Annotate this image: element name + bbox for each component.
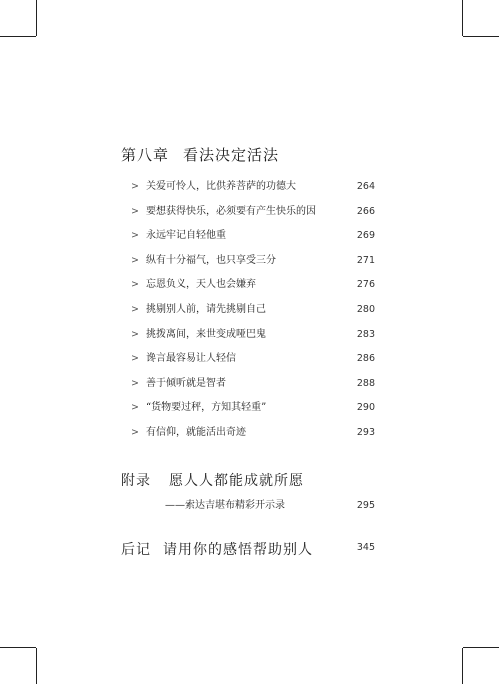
entry-title: 要想获得快乐，必须要有产生快乐的因 <box>146 205 316 217</box>
entry-page: 266 <box>356 205 375 217</box>
arrow-icon: > <box>131 402 139 414</box>
entry-title: 谗言最容易让人轻信 <box>146 353 236 365</box>
entry-page: 283 <box>356 328 375 340</box>
chapter-heading <box>121 144 279 165</box>
crop-mark <box>0 36 36 37</box>
entry-page: 290 <box>356 402 375 414</box>
afterword-entry[interactable] <box>121 539 375 559</box>
toc-entry[interactable] <box>121 303 375 328</box>
arrow-icon: > <box>131 426 139 438</box>
entry-title: “货物要过秤，方知其轻重” <box>146 402 267 414</box>
entry-page: 280 <box>356 303 375 315</box>
entry-title: 关爱可怜人，比供养菩萨的功德大 <box>146 181 296 192</box>
entry-page: 293 <box>356 426 375 438</box>
arrow-icon: > <box>131 181 139 192</box>
entry-page: 271 <box>356 254 375 266</box>
toc-entry[interactable] <box>121 377 375 402</box>
arrow-icon: > <box>131 353 139 365</box>
appendix-entry[interactable] <box>165 499 375 513</box>
entry-page: 288 <box>356 377 375 389</box>
appendix-subtitle: ——索达吉堪布精彩开示录 <box>165 500 285 511</box>
entry-title: 善于倾听就是智者 <box>146 377 226 389</box>
crop-mark <box>36 648 37 684</box>
afterword-page: 345 <box>356 542 375 553</box>
crop-mark <box>463 647 499 648</box>
arrow-icon: > <box>131 205 139 217</box>
afterword-label: 后记 <box>121 542 151 558</box>
arrow-icon: > <box>131 303 139 315</box>
crop-mark <box>463 36 499 37</box>
entry-page: 286 <box>356 353 375 365</box>
arrow-icon: > <box>131 328 139 340</box>
crop-mark <box>462 0 463 36</box>
toc-entry[interactable] <box>121 254 375 279</box>
arrow-icon: > <box>131 279 139 291</box>
afterword-title: 请用你的感悟帮助别人 <box>163 542 313 558</box>
toc-entry[interactable] <box>121 328 375 353</box>
crop-mark <box>462 648 463 684</box>
appendix-heading <box>121 470 304 490</box>
toc-entry[interactable] <box>121 180 375 205</box>
toc-entry[interactable] <box>121 401 375 426</box>
arrow-icon: > <box>131 230 139 242</box>
toc-entry[interactable] <box>121 352 375 377</box>
toc-entry[interactable] <box>121 426 375 451</box>
toc-entry[interactable] <box>121 229 375 254</box>
entry-page: 276 <box>356 279 375 291</box>
arrow-icon: > <box>131 254 139 266</box>
toc-entries <box>121 180 375 451</box>
crop-mark <box>0 647 36 648</box>
appendix-label: 附录 <box>121 473 151 489</box>
chapter-title: 看法决定活法 <box>183 146 280 164</box>
entry-title: 忘恩负义，天人也会嫌弃 <box>146 279 256 291</box>
entry-title: 挑拨离间，来世变成哑巴鬼 <box>146 328 266 340</box>
entry-title: 挑剔别人前，请先挑剔自己 <box>146 303 266 315</box>
entry-title: 有信仰，就能活出奇迹 <box>146 426 246 438</box>
toc-entry[interactable] <box>121 205 375 230</box>
entry-page: 269 <box>356 230 375 242</box>
toc-entry[interactable] <box>121 278 375 303</box>
appendix-title: 愿人人都能成就所愿 <box>169 473 304 489</box>
crop-mark <box>36 0 37 36</box>
entry-title: 纵有十分福气，也只享受三分 <box>146 254 276 266</box>
arrow-icon: > <box>131 377 139 389</box>
entry-page: 264 <box>356 181 375 192</box>
appendix-page: 295 <box>356 500 375 511</box>
chapter-label: 第八章 <box>121 146 170 164</box>
entry-title: 永远牢记自轻他重 <box>146 230 226 242</box>
